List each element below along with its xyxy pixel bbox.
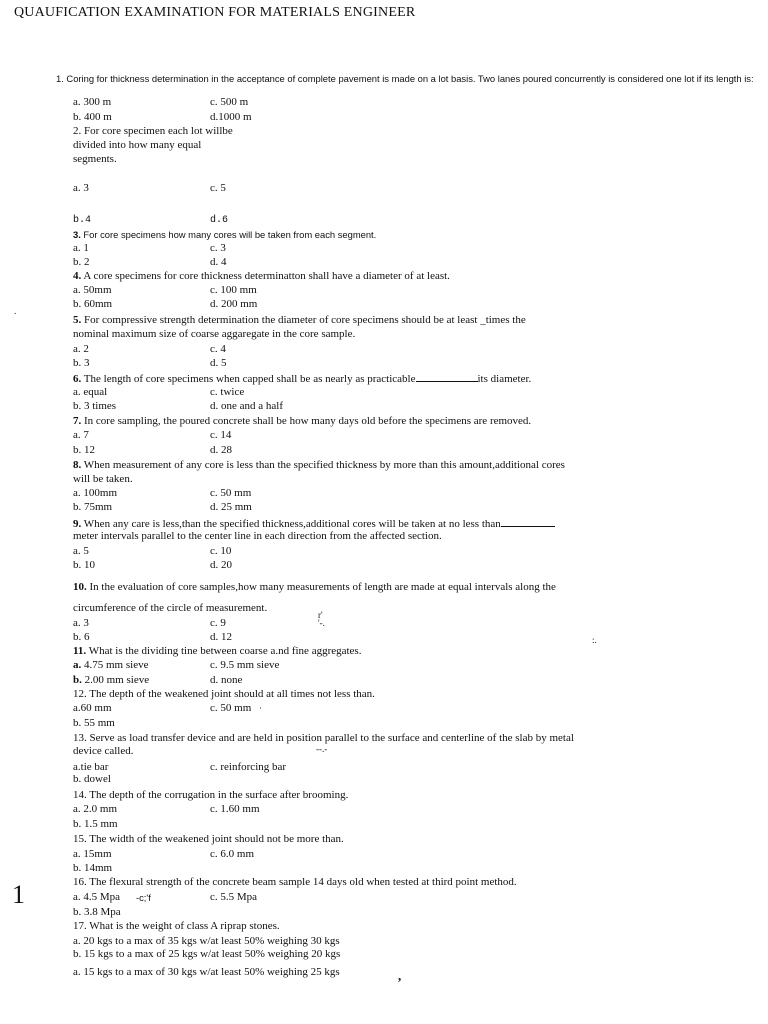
line-text: will be taken. [73,473,133,485]
question-number: a. [73,659,82,671]
text-line [73,891,120,904]
line-text: For core specimens how many cores will be taken from each segment. [80,229,377,240]
line-text: 15. The width of the weakened joint should not be more than. [73,833,344,845]
line-text: d.1000 m [210,111,252,123]
text-line [73,501,112,514]
line-text: b. 3.8 Mpa [73,906,121,918]
question-number: 5. [73,314,82,326]
text-line [73,444,95,457]
scan-speck: , [398,968,402,983]
line-text: b. 75mm [73,501,113,513]
text-line [210,761,286,774]
text-line [210,298,257,311]
line-text: c. twice [210,386,245,398]
scan-speck: · [259,703,262,713]
page-number: 1 [12,880,25,909]
answer-blank [416,371,478,382]
question-number: 4. [73,270,82,282]
text-line [210,501,252,514]
line-text: device called. [73,745,134,757]
text-line [210,803,260,816]
text-line [73,270,450,283]
text-line [210,487,251,500]
line-text: a.60 mm [73,702,112,714]
text-line [210,343,226,356]
line-text: 16. The flexural strength of the concrete beam sample 14 days old when tested at third point method. [73,876,517,888]
text-line [210,111,252,124]
text-line [73,256,90,269]
line-text: d. 25 mm [210,501,252,513]
text-line [210,386,244,399]
line-text: a. 20 kgs to a max of 35 kgs w/at least 50% weighing 30 kgs [73,935,340,947]
line-text: b. 10 [73,559,95,571]
line-text: 2. For core specimen each lot willbe [73,125,233,137]
line-text: a. 3 [73,182,89,194]
line-text: nominal maximum size of coarse aggaregate in the core sample. [73,328,356,340]
text-line [73,343,89,356]
text-line [73,182,89,195]
text-line [73,314,526,327]
text-line [210,559,232,572]
text-line [73,602,267,615]
line-text: c. 10 [210,545,232,557]
text-line [73,674,149,687]
line-text: b.4 [73,215,92,226]
line-text: a. 3 [73,617,89,629]
line-text: b. 55 mm [73,717,115,729]
line-text: meter intervals parallel to the center line in each direction from the affected section. [73,530,442,542]
line-text: b. dowel [73,773,111,785]
text-line [73,645,361,658]
line-text: d. 5 [210,357,227,369]
text-line [73,371,531,386]
text-line [73,789,348,802]
text-line [210,891,257,904]
question-number: 7. [73,415,82,427]
line-text: a. 100mm [73,487,117,499]
answer-blank [501,516,555,527]
text-line [210,242,226,255]
text-line [73,328,355,341]
text-line [210,674,242,687]
text-line [73,833,344,846]
line-text: a. 2.0 mm [73,803,117,815]
line-text: c. reinforcing bar [210,761,287,773]
text-line [73,717,115,730]
line-text: divided into how many equal [73,139,202,151]
line-text: c. 1.60 mm [210,803,260,815]
text-line [136,891,151,904]
line-text: d. 20 [210,559,232,571]
text-line [73,400,116,413]
question-number: 9. [73,518,82,530]
text-line [73,745,133,758]
text-line [73,906,121,919]
line-text: c. 100 mm [210,284,257,296]
text-line [73,966,340,979]
text-line [73,415,531,428]
line-text: b. 3 [73,357,90,369]
scan-speck: --.- [316,744,328,754]
text-line [210,659,279,672]
text-line [73,125,233,138]
text-line [73,298,112,311]
text-line [210,256,227,269]
line-text: d. one and a half [210,400,283,412]
text-line [73,581,556,594]
line-text: d. 200 mm [210,298,258,310]
line-text: a. 15mm [73,848,112,860]
line-text: c. 3 [210,242,226,254]
line-text: a. 15 kgs to a max of 30 kgs w/at least 50% weighing 25 kgs [73,966,340,978]
line-text: For compressive strength determination the diameter of core specimens should be at least _times the [81,314,526,326]
text-line [210,631,232,644]
line-text: c. 9 [210,617,226,629]
line-text: c. 5.5 Mpa [210,891,258,903]
text-line [73,545,89,558]
line-text: c. 5 [210,182,226,194]
line-text: c. 4 [210,343,226,355]
text-line [73,96,111,109]
text-line [73,659,148,672]
line-text: d. 28 [210,444,232,456]
text-line [210,545,231,558]
line-text: a. 7 [73,429,89,441]
line-text: When measurement of any core is less than the specified thickness by more than this amount,additional cores [81,459,565,471]
line-text: 17. What is the weight of class A riprap stones. [73,920,280,932]
line-text: A core specimens for core thickness determinatton shall have a diameter of at least. [81,270,450,282]
line-text: b. 2 [73,256,90,268]
scan-speck: . [14,306,17,316]
line-text: b. 60mm [73,298,113,310]
line-text: a. 4.5 Mpa [73,891,121,903]
line-text: c. 50 mm [210,702,252,714]
scan-speck: r' [318,610,323,620]
text-line [73,862,112,875]
line-text: a. 300 m [73,96,112,108]
text-line [73,228,376,241]
text-line [210,617,226,630]
line-text: 14. The depth of the corrugation in the surface after brooming. [73,789,349,801]
line-text: -c;'f [136,892,151,903]
line-text: b. 3 times [73,400,117,412]
text-line [73,773,111,786]
text-line [210,444,232,457]
text-line [210,214,228,227]
text-line [73,617,89,630]
line-text: b. 14mm [73,862,113,874]
line-text: 12. The depth of the weakened joint should at all times not less than. [73,688,375,700]
line-text: c. 6.0 mm [210,848,254,860]
line-text: c. 500 m [210,96,249,108]
line-text: b. 15 kgs to a max of 25 kgs w/at least 50% weighing 20 kgs [73,948,341,960]
text-line [73,357,90,370]
text-line [210,702,251,715]
text-line [73,559,95,572]
question-number: 3. [73,229,81,240]
line-text: a. equal [73,386,108,398]
question-number: b. [73,674,82,686]
line-text: segments. [73,153,117,165]
scan-speck: :. [592,635,597,645]
text-line [73,948,340,961]
line-text: b. 400 m [73,111,112,123]
line-text: c. 50 mm [210,487,252,499]
text-line [73,487,117,500]
line-text: d. none [210,674,243,686]
line-text: d. 12 [210,631,232,643]
text-line [210,400,283,413]
line-text: d.6 [210,215,229,226]
text-line [73,702,112,715]
text-line [73,386,107,399]
text-line [73,920,280,933]
line-text: a. 5 [73,545,89,557]
text-line [73,242,89,255]
line-text: The length of core specimens when capped shall be as nearly as practicable [81,373,416,385]
line-text: a. 1 [73,242,89,254]
text-line [73,935,340,948]
text-line [56,72,754,85]
line-text: d. 4 [210,256,227,268]
line-text: In the evaluation of core samples,how many measurements of length are made at equal intervals along the [86,581,556,593]
text-line [73,688,375,701]
line-text: a. 50mm [73,284,112,296]
text-line [210,182,226,195]
line-text: b. 6 [73,631,90,643]
text-line [73,876,517,889]
question-number: 11. [73,645,87,657]
text-line [73,139,201,152]
line-text: c. 9.5 mm sieve [210,659,280,671]
question-number: 8. [73,459,82,471]
text-line [210,96,248,109]
line-text: c. 14 [210,429,232,441]
line-text: 13. Serve as load transfer device and are held in position parallel to the surface and centerline of the slab by metal [73,732,574,744]
text-line [210,284,257,297]
text-line [73,848,112,861]
text-line [73,473,133,486]
text-line [210,357,227,370]
text-line [73,429,89,442]
question-number: 6. [73,373,82,385]
line-text: circumference of the circle of measurement. [73,602,268,614]
line-text: b. 1.5 mm [73,818,118,830]
line-text: b. 12 [73,444,95,456]
text-line [73,803,117,816]
text-line [73,111,112,124]
text-line [73,459,565,472]
scan-speck: '-. [318,618,325,628]
line-text: 1. Coring for thickness determination in the acceptance of complete pavement is made on a lot basis. Two lanes poured concurrently is considered one lot if its length is: [56,73,754,84]
text-line [210,429,231,442]
line-text: What is the dividing tine between coarse a.nd fine aggregates. [86,645,362,657]
text-line [73,153,117,166]
text-line [73,530,442,543]
text-line [73,516,555,531]
text-line [73,631,90,644]
text-line [73,818,118,831]
line-text-after-blank: its diameter. [477,373,532,385]
text-line [73,214,91,227]
document-title: QUAUFICATION EXAMINATION FOR MATERIALS ENGINEER [14,5,416,20]
line-text: a. 2 [73,343,89,355]
line-text: 2.00 mm sieve [81,674,150,686]
text-line [210,848,254,861]
line-text: In core sampling, the poured concrete shall be how many days old before the specimens are removed. [81,415,532,427]
line-text: When any care is less,than the specified thickness,additional cores will be taken at no less than [81,518,501,530]
text-line [73,284,112,297]
line-text: a.tie bar [73,761,109,773]
line-text: 4.75 mm sieve [81,659,149,671]
question-number: 10. [73,581,87,593]
